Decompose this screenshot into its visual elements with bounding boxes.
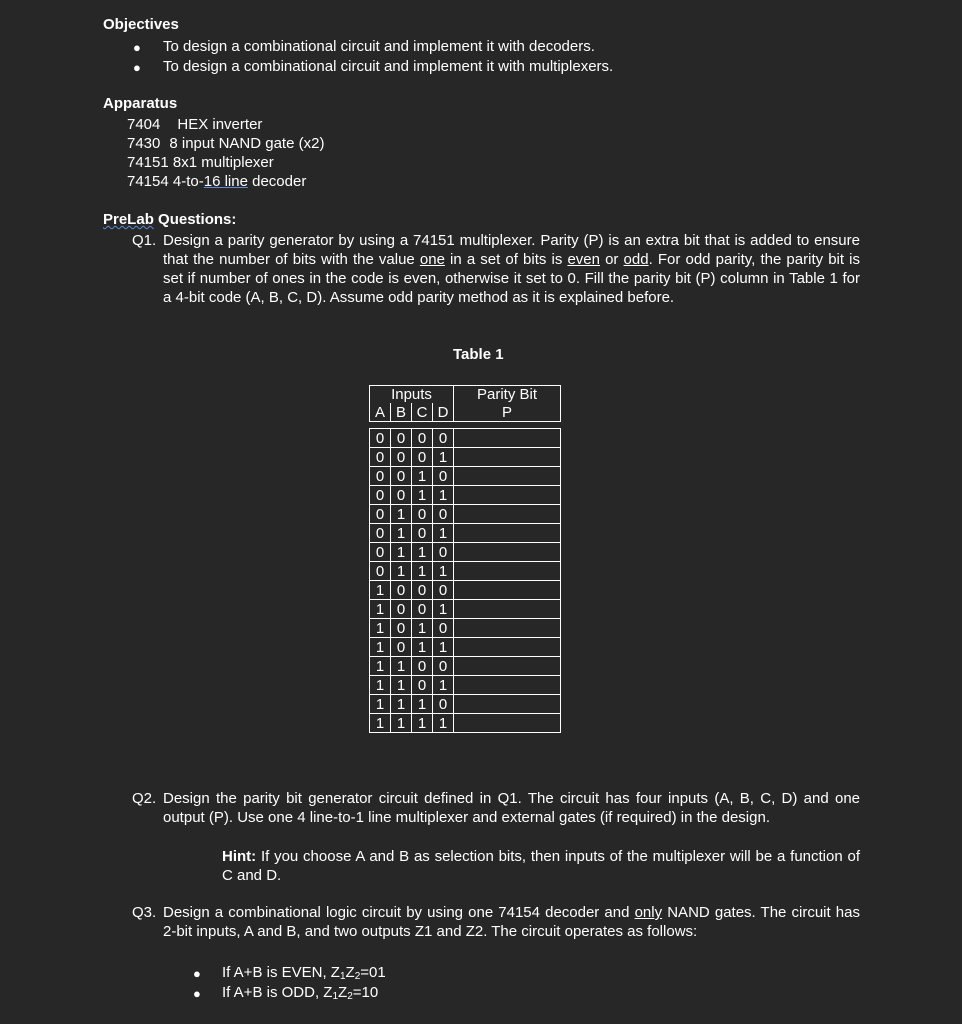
table-cell: 1 — [412, 486, 433, 505]
parity-cell[interactable] — [454, 562, 561, 581]
case-subscript: 1 — [332, 991, 339, 1002]
case-text: =01 — [360, 964, 386, 981]
table-cell: 0 — [370, 486, 391, 505]
table-row — [370, 543, 561, 562]
table-cell: 1 — [391, 676, 412, 695]
table-row — [370, 467, 561, 486]
table-cell: 1 — [433, 714, 454, 733]
table-cell: 1 — [391, 524, 412, 543]
table-row — [370, 581, 561, 600]
inputs-header: Inputs — [370, 386, 454, 404]
q1-label: Q1. — [132, 232, 157, 249]
table-cell: 0 — [433, 543, 454, 562]
table-row — [370, 695, 561, 714]
apparatus-desc-underlined: 16 line — [203, 173, 248, 190]
objective-item: To design a combinational circuit and implement it with decoders. — [163, 38, 595, 55]
parity-cell[interactable] — [454, 695, 561, 714]
table-row — [370, 657, 561, 676]
apparatus-code: 74151 — [127, 154, 169, 171]
table-cell: 1 — [391, 695, 412, 714]
q2-label: Q2. — [132, 790, 157, 807]
table-cell: 1 — [370, 695, 391, 714]
table-subheader-row — [370, 403, 561, 422]
case-text: If A+B is ODD, Z — [222, 984, 333, 1001]
hint-label: Hint: — [222, 848, 257, 865]
table-cell: 1 — [412, 638, 433, 657]
objective-item: To design a combinational circuit and implement it with multiplexers. — [163, 58, 614, 75]
parity-cell[interactable] — [454, 676, 561, 695]
q1-text-part: . For odd parity, the parity bit is set if number of ones in the code is even, otherwise it set to 0. Fill the parity bit (P) column in Table 1 for a 4-bit code (A, B, C, D). Assume odd parity method as it is explained before. — [163, 251, 861, 306]
table-cell: 1 — [370, 600, 391, 619]
table-cell: 1 — [433, 524, 454, 543]
apparatus-desc: HEX inverter — [177, 116, 263, 133]
q1-underlined-word: one — [419, 251, 445, 268]
table-cell: 0 — [370, 562, 391, 581]
q3-text-part: Design a combinational logic circuit by using one 74154 decoder and — [163, 904, 635, 921]
apparatus-item — [127, 172, 306, 191]
bullet-icon: ● — [193, 986, 201, 1001]
apparatus-desc: 8 input NAND gate (x2) — [169, 135, 325, 152]
q2-text: Design the parity bit generator circuit defined in Q1. The circuit has four inputs (A, B, C, D) and one output (P). Use one 4 line-to-1 line multiplexer and external gates (if required) in the design. — [163, 790, 860, 826]
apparatus-item — [127, 153, 274, 172]
table-cell: 0 — [412, 524, 433, 543]
table-cell: 0 — [433, 505, 454, 524]
table-cell: 1 — [370, 581, 391, 600]
apparatus-code: 74154 — [127, 173, 169, 190]
apparatus-desc: 8x1 multiplexer — [172, 154, 274, 171]
table-spacer — [370, 422, 561, 429]
apparatus-desc: decoder — [247, 173, 307, 190]
table-cell: 1 — [412, 562, 433, 581]
parity-cell[interactable] — [454, 505, 561, 524]
table-cell: 0 — [370, 524, 391, 543]
column-header-b: B — [391, 403, 412, 422]
table-row — [370, 505, 561, 524]
table-cell: 0 — [412, 657, 433, 676]
column-header-p: P — [454, 403, 561, 422]
table-row — [370, 448, 561, 467]
table-cell: 1 — [433, 486, 454, 505]
table-cell: 0 — [370, 505, 391, 524]
table-row — [370, 562, 561, 581]
parity-cell[interactable] — [454, 448, 561, 467]
table-cell: 1 — [391, 657, 412, 676]
hint-text: If you choose A and B as selection bits, then inputs of the multiplexer will be a function of C and D. — [222, 848, 860, 884]
parity-cell[interactable] — [454, 581, 561, 600]
table-cell: 1 — [412, 467, 433, 486]
table-cell: 0 — [391, 581, 412, 600]
apparatus-code: 7404 — [127, 116, 161, 133]
table-cell: 1 — [370, 619, 391, 638]
table-cell: 1 — [391, 543, 412, 562]
case-text: =10 — [352, 984, 379, 1001]
table-cell: 0 — [433, 429, 454, 448]
table-cell: 0 — [370, 448, 391, 467]
prelab-heading — [103, 211, 236, 228]
table-cell: 0 — [412, 505, 433, 524]
parity-cell[interactable] — [454, 638, 561, 657]
table-cell: 1 — [391, 562, 412, 581]
table-cell: 1 — [412, 619, 433, 638]
column-header-c: C — [412, 403, 433, 422]
table-cell: 1 — [370, 714, 391, 733]
q1-underlined-word: even — [567, 251, 600, 268]
table-cell: 0 — [391, 619, 412, 638]
table-cell: 1 — [412, 695, 433, 714]
table-cell: 0 — [391, 467, 412, 486]
parity-cell[interactable] — [454, 524, 561, 543]
parity-cell[interactable] — [454, 467, 561, 486]
case-subscript: 2 — [354, 971, 361, 982]
q1-text-part: Design a parity generator by using a 74151 multiplexer. Parity (P) is an extra bit that is added to ensure that the number of bits with the value — [163, 232, 860, 268]
prelab-heading-rest: Questions: — [153, 211, 237, 228]
table-cell: 1 — [412, 543, 433, 562]
case-subscript: 2 — [347, 991, 353, 1002]
q3-underlined-word: only — [634, 904, 663, 921]
table-cell: 0 — [412, 676, 433, 695]
table-row — [370, 638, 561, 657]
prelab-heading-word: PreLab — [103, 211, 154, 228]
table-header-row — [370, 386, 561, 404]
table-cell: 0 — [412, 581, 433, 600]
table-row — [370, 619, 561, 638]
parity-cell[interactable] — [454, 543, 561, 562]
objectives-heading: Objectives — [103, 16, 179, 33]
table-cell: 1 — [433, 638, 454, 657]
table-cell: 1 — [391, 505, 412, 524]
table-cell: 0 — [433, 657, 454, 676]
q2-hint — [222, 847, 860, 885]
table-cell: 1 — [370, 676, 391, 695]
parity-cell[interactable] — [454, 600, 561, 619]
bullet-icon: ● — [133, 60, 141, 75]
table-cell: 0 — [391, 486, 412, 505]
parity-cell[interactable] — [454, 657, 561, 676]
apparatus-heading: Apparatus — [103, 95, 178, 112]
table-cell: 1 — [433, 600, 454, 619]
bullet-icon: ● — [133, 40, 141, 55]
parity-header: Parity Bit — [454, 386, 561, 404]
q1-text — [163, 231, 860, 307]
q3-label: Q3. — [132, 904, 157, 921]
apparatus-item — [127, 134, 324, 153]
table-cell: 0 — [391, 448, 412, 467]
bullet-icon: ● — [193, 966, 201, 981]
q3-text — [163, 903, 860, 941]
table-cell: 0 — [370, 467, 391, 486]
table-cell: 1 — [433, 562, 454, 581]
table-cell: 1 — [412, 714, 433, 733]
table-cell: 0 — [412, 429, 433, 448]
table-row — [370, 486, 561, 505]
case-text: Z — [338, 984, 348, 1001]
case-text: If A+B is EVEN, Z — [222, 964, 340, 981]
parity-cell[interactable] — [454, 429, 561, 448]
parity-cell[interactable] — [454, 619, 561, 638]
q3-case-odd — [222, 983, 378, 1006]
table-row — [370, 714, 561, 733]
apparatus-item — [127, 115, 262, 134]
table-row — [370, 429, 561, 448]
table-cell: 0 — [433, 619, 454, 638]
table-cell: 0 — [391, 429, 412, 448]
table-cell: 0 — [412, 600, 433, 619]
q3-text-part: NAND gates. The circuit has 2-bit inputs, A and B, and two outputs Z1 and Z2. The circuit operates as follows: — [163, 904, 860, 940]
column-header-d: D — [433, 403, 454, 422]
apparatus-code: 7430 — [127, 135, 161, 152]
table-cell: 0 — [391, 638, 412, 657]
table-row — [370, 600, 561, 619]
table-cell: 0 — [433, 581, 454, 600]
parity-cell[interactable] — [454, 714, 561, 733]
case-subscript: 1 — [339, 971, 346, 982]
table-cell: 1 — [433, 448, 454, 467]
table-cell: 1 — [370, 638, 391, 657]
table-row — [370, 676, 561, 695]
table-cell: 0 — [412, 448, 433, 467]
case-text: Z — [345, 964, 355, 981]
table-cell: 1 — [391, 714, 412, 733]
table-caption: Table 1 — [453, 346, 504, 363]
q1-text-part: in a set of bits is — [444, 251, 568, 268]
table-cell: 1 — [370, 657, 391, 676]
parity-table — [369, 385, 561, 733]
table-cell: 0 — [433, 695, 454, 714]
apparatus-desc: 4-to- — [172, 173, 204, 190]
table-cell: 0 — [391, 600, 412, 619]
table-row — [370, 524, 561, 543]
table-cell: 0 — [370, 543, 391, 562]
column-header-a: A — [370, 403, 391, 422]
table-cell: 0 — [370, 429, 391, 448]
table-cell: 0 — [433, 467, 454, 486]
q1-text-part: or — [599, 251, 624, 268]
table-spacer-row — [370, 422, 561, 429]
parity-cell[interactable] — [454, 486, 561, 505]
q1-underlined-word: odd — [623, 251, 649, 268]
table-cell: 1 — [433, 676, 454, 695]
